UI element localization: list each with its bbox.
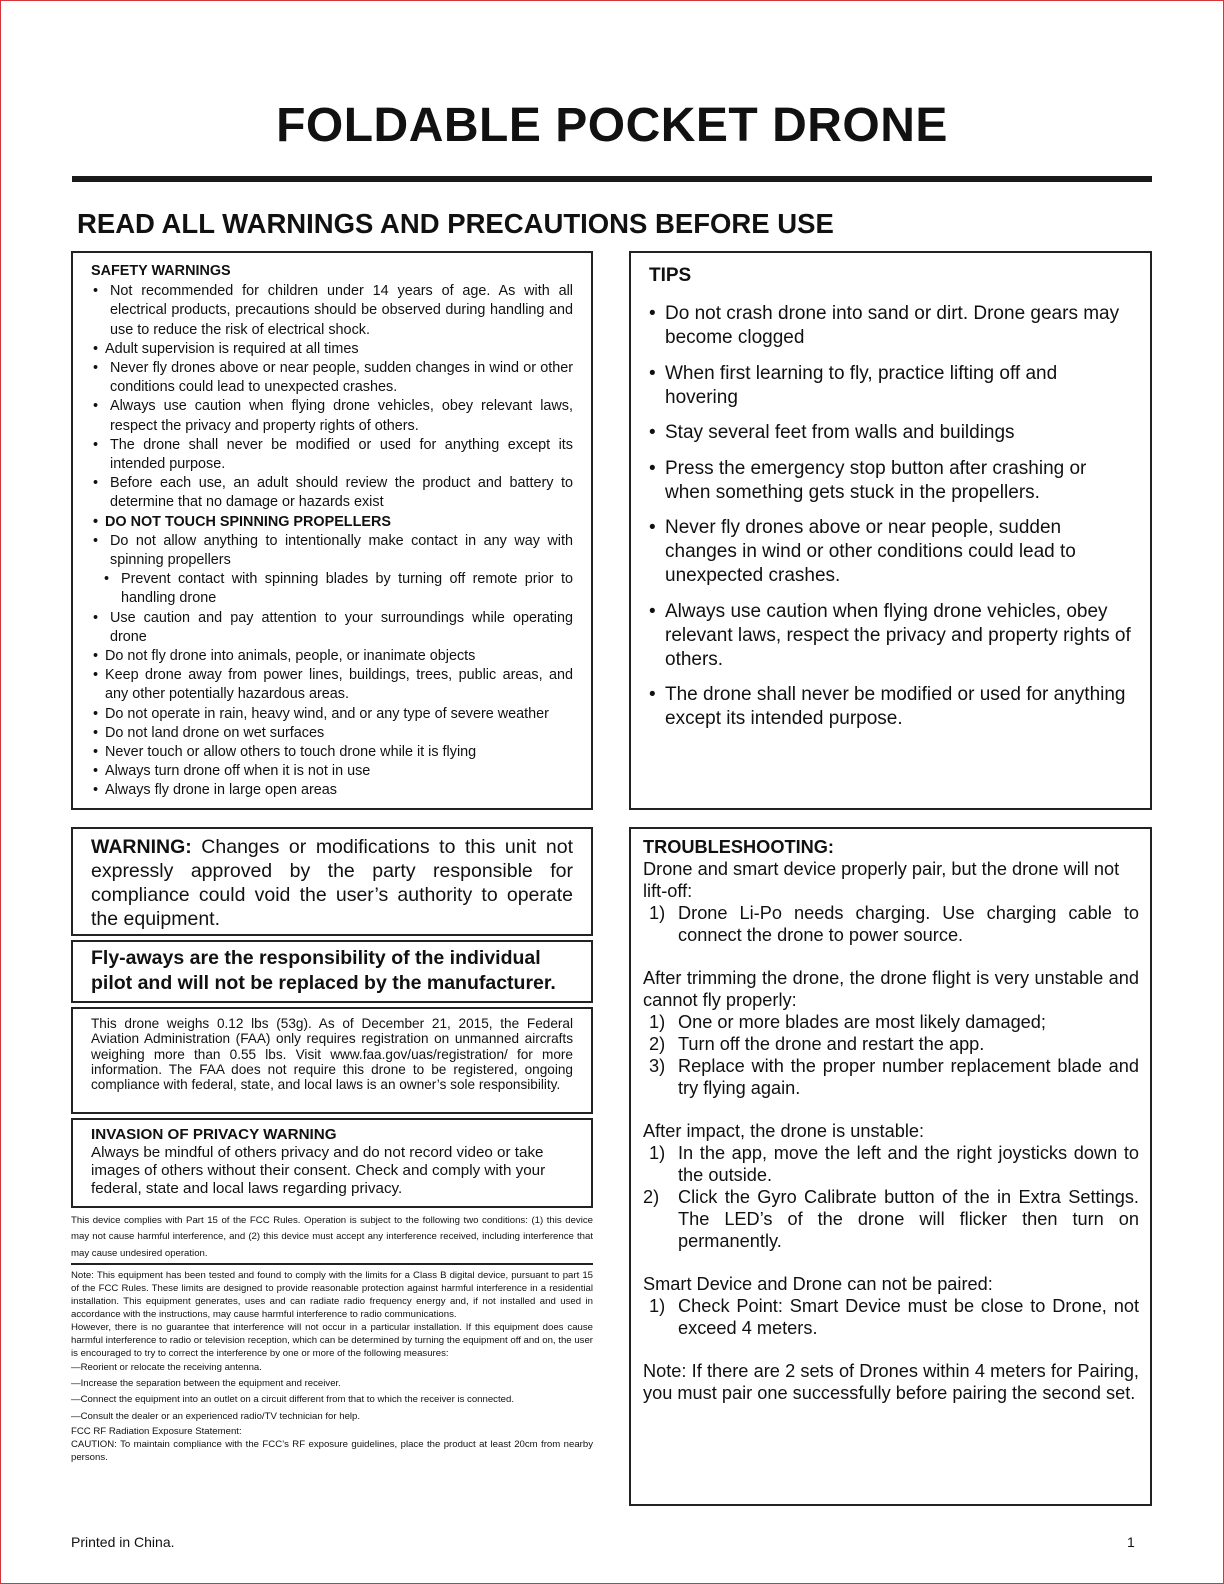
list-item: • DO NOT TOUCH SPINNING PROPELLERS [91,513,573,532]
fcc-note: Note: This equipment has been tested and found to comply with the limits for a Class B digital device, pursuant to part 15 of the FCC Rules. These limits are designed to provide reasonable protection against harmful interference in a residential installation. This equipment generates, uses and can radiate radio frequency energy and, if not installed and used in accordance with the instructions, may cause harmful interference to radio communications. [71,1269,593,1320]
fcc-statement [71,1213,593,1464]
privacy-text: Always be mindful of others privacy and do not record video or take images of others without their consent. Check and comply with your federal, state and local laws regarding privacy. [91,1144,546,1197]
list-item: • When first learning to fly, practice lifting off and hovering [649,362,1132,410]
privacy-warning-box [71,1118,593,1208]
troubleshooting-step [643,1055,1139,1099]
fcc-measure: —Consult the dealer or an experienced radio/TV technician for help. [71,1410,361,1422]
fcc-however: However, there is no guarantee that interference will not occur in a particular installation. If this equipment does cause harmful interference to radio or television reception, which can be determined by turning the equipment off and on, the user is encouraged to try to correct the interference by one or more of the following measures: [71,1321,593,1359]
fcc-rf-heading: FCC RF Radiation Exposure Statement: [71,1426,242,1438]
list-item: • Keep drone away from power lines, buildings, trees, public areas, and any other potentially hazardous areas. [91,666,573,704]
tips-box [629,251,1152,810]
page-title: FOLDABLE POCKET DRONE [276,99,948,152]
list-item: • Do not fly drone into animals, people, or inanimate objects [91,647,573,666]
list-item: • Adult supervision is required at all times [91,340,573,359]
faa-text: This drone weighs 0.12 lbs (53g). As of December 21, 2015, the Federal Aviation Administration (FAA) only requires registration on unmanned aircrafts weighing more than 0.55 lbs. Visit www.faa.gov/uas/registration/ for more information. The FAA does not require this drone to be registered, ongoing compliance with federal, state, and local laws is an owner’s sole responsibility. [91,1016,573,1093]
troubleshooting-note: Note: If there are 2 sets of Drones within 4 meters for Pairing, you must pair one successfully before pairing the second set. [643,1361,1139,1403]
safety-list [91,282,573,800]
step-number: 2) [649,1034,666,1054]
list-item: • The drone shall never be modified or used for anything except its intended purpose. [649,683,1132,731]
fcc-measure: —Connect the equipment into an outlet on a circuit different from that to which the receiver is connected. [71,1394,514,1406]
tips-heading: TIPS [649,265,692,286]
step-number: 1) [649,903,666,923]
list-item: • Prevent contact with spinning blades by turning off remote prior to handling drone [102,570,573,608]
step-text: Replace with the proper number replacement blade and try flying again. [678,1056,1139,1098]
page-number: 1 [1127,1534,1135,1550]
step-text: Drone Li-Po needs charging. Use charging cable to connect the drone to power source. [678,903,1139,945]
printed-in-label: Printed in China. [71,1534,175,1550]
privacy-heading: INVASION OF PRIVACY WARNING [91,1126,337,1143]
warning-label: WARNING: [91,836,192,858]
troubleshooting-step [643,1295,1139,1339]
list-item: • Never fly drones above or near people, sudden changes in wind or other conditions could lead to unexpected crashes. [649,516,1132,588]
list-item: • Always use caution when flying drone vehicles, obey relevant laws, respect the privacy and property rights of others. [91,397,573,435]
list-item: • Never touch or allow others to touch drone while it is flying [91,743,573,762]
troubleshooting-step [643,1186,1139,1252]
list-item: • Stay several feet from walls and buildings [649,421,1132,445]
list-item: • The drone shall never be modified or used for anything except its intended purpose. [91,436,573,474]
list-item: • Do not crash drone into sand or dirt. Drone gears may become clogged [649,302,1132,350]
list-item: • Always turn drone off when it is not in use [91,762,573,781]
fcc-compliance: This device complies with Part 15 of the FCC Rules. Operation is subject to the following two conditions: (1) this device may not cause harmful interference, and (2) this device must accept any interference received, including interference that may cause undesired operation. [71,1215,593,1259]
step-number: 2) [643,1187,660,1207]
list-item: • Do not land drone on wet surfaces [91,724,573,743]
troubleshooting-heading: TROUBLESHOOTING: [643,837,834,857]
safety-warnings-box [71,251,593,810]
step-text: Turn off the drone and restart the app. [678,1034,985,1054]
list-item: • Before each use, an adult should review the product and battery to determine that no damage or hazards exist [91,474,573,512]
step-text: One or more blades are most likely damaged; [678,1012,1046,1032]
fcc-measure: —Increase the separation between the equipment and receiver. [71,1378,341,1390]
list-item: • Press the emergency stop button after crashing or when something gets stuck in the propellers. [649,457,1132,505]
list-item: • Not recommended for children under 14 years of age. As with all electrical products, precautions should be observed during handling and use to reduce the risk of electrical shock. [91,282,573,340]
troubleshooting-step [643,1033,1139,1055]
step-text: Click the Gyro Calibrate button of the in Extra Settings. The LED’s of the drone will flicker then turn on permanently. [678,1187,1139,1251]
title-rule [72,176,1152,182]
troubleshooting-intro: Drone and smart device properly pair, but the drone will not lift-off: [643,859,1120,901]
step-number: 1) [649,1143,666,1163]
step-text: Check Point: Smart Device must be close to Drone, not exceed 4 meters. [678,1296,1139,1338]
flyaway-notice-box [71,940,593,1003]
step-number: 1) [649,1296,666,1316]
list-item: • Do not allow anything to intentionally make contact in any way with spinning propellers [91,532,573,570]
list-item: • Always use caution when flying drone vehicles, obey relevant laws, respect the privacy and property rights of others. [649,600,1132,672]
list-item: • Do not operate in rain, heavy wind, and or any type of severe weather [91,705,573,724]
fcc-divider [71,1263,593,1265]
fcc-caution: CAUTION: To maintain compliance with the FCC’s RF exposure guidelines, place the product at least 20cm from nearby persons. [71,1439,593,1464]
list-item: • Never fly drones above or near people, sudden changes in wind or other conditions could lead to unexpected crashes. [91,359,573,397]
tips-list [649,302,1132,731]
faa-notice-box [71,1007,593,1114]
fcc-warning-box [71,827,593,936]
warning-text: Changes or modifications to this unit not expressly approved by the party responsible for compliance could void the user’s authority to operate the equipment. [91,836,573,930]
page-subtitle: READ ALL WARNINGS AND PRECAUTIONS BEFORE USE [77,208,834,239]
fcc-measure: —Reorient or relocate the receiving antenna. [71,1361,262,1373]
troubleshooting-intro: After impact, the drone is unstable: [643,1121,925,1141]
troubleshooting-step [643,1142,1139,1186]
list-item: • Use caution and pay attention to your surroundings while operating drone [91,609,573,647]
troubleshooting-box [629,827,1152,1506]
step-number: 3) [649,1056,666,1076]
troubleshooting-step [643,1011,1139,1033]
troubleshooting-intro: After trimming the drone, the drone flight is very unstable and cannot fly properly: [643,968,1139,1010]
troubleshooting-intro: Smart Device and Drone can not be paired: [643,1274,993,1294]
flyaway-text: Fly-aways are the responsibility of the individual pilot and will not be replaced by the manufacturer. [91,947,556,994]
step-text: In the app, move the left and the right joysticks down to the outside. [678,1143,1139,1185]
safety-heading: SAFETY WARNINGS [91,263,231,279]
step-number: 1) [649,1012,666,1032]
troubleshooting-step [643,902,1139,946]
list-item: • Always fly drone in large open areas [91,781,573,800]
